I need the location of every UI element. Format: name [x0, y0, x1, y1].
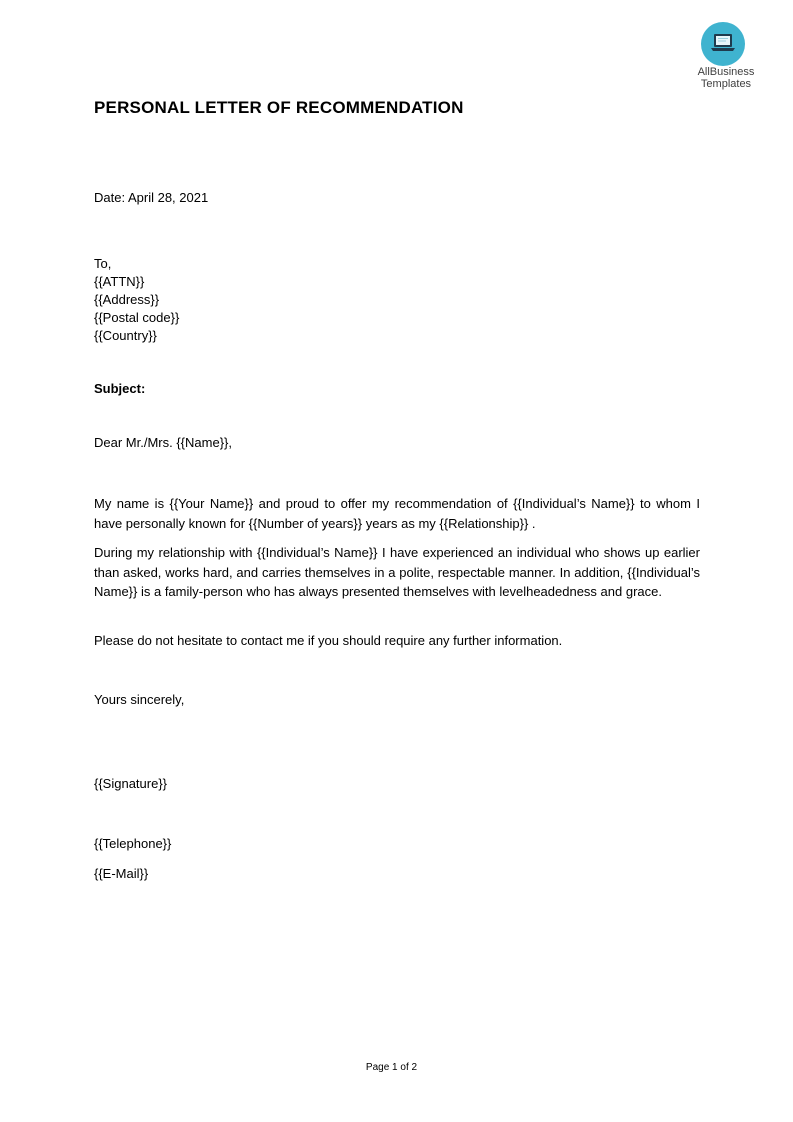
recipient-attn: {{ATTN}} [94, 274, 145, 289]
subject-label: Subject: [94, 381, 146, 396]
recipient-to: To, [94, 256, 112, 271]
page-number: Page 1 of 2 [365, 1062, 418, 1073]
logo-line-2: Templates [700, 78, 752, 90]
body-paragraph-1: My name is {{Your Name}} and proud to offer my recommendation of {{Individual’s Name}} to whom I have personally known for {{Number of years}} years as my {{Relationship}} . [94, 496, 700, 531]
telephone-placeholder: {{Telephone}} [94, 836, 172, 851]
recipient-address: {{Address}} [94, 292, 160, 307]
body-paragraph-3: Please do not hesitate to contact me if you should require any further information. [94, 633, 563, 648]
recipient-postal-code: {{Postal code}} [94, 310, 180, 325]
body-paragraph-2: During my relationship with {{Individual’s Name}} I have experienced an individual who shows up earlier than asked, works hard, and carries themselves in a polite, respectable manner. In addition, {{Individual’s Name}} is a family-person who has always presented themselves with levelheadedness and grace. [94, 545, 700, 599]
laptop-icon [701, 22, 745, 66]
closing: Yours sincerely, [94, 692, 185, 707]
allbusiness-templates-logo [688, 22, 768, 94]
logo-wordmark [688, 66, 764, 90]
logo-line-1: AllBusiness [697, 66, 755, 78]
salutation: Dear Mr./Mrs. {{Name}}, [94, 435, 232, 450]
signature-placeholder: {{Signature}} [94, 776, 168, 791]
email-placeholder: {{E-Mail}} [94, 866, 149, 881]
recipient-country: {{Country}} [94, 328, 157, 343]
letter-title: PERSONAL LETTER OF RECOMMENDATION [94, 98, 464, 117]
logo-badge [701, 22, 745, 66]
date-line: Date: April 28, 2021 [94, 190, 209, 205]
